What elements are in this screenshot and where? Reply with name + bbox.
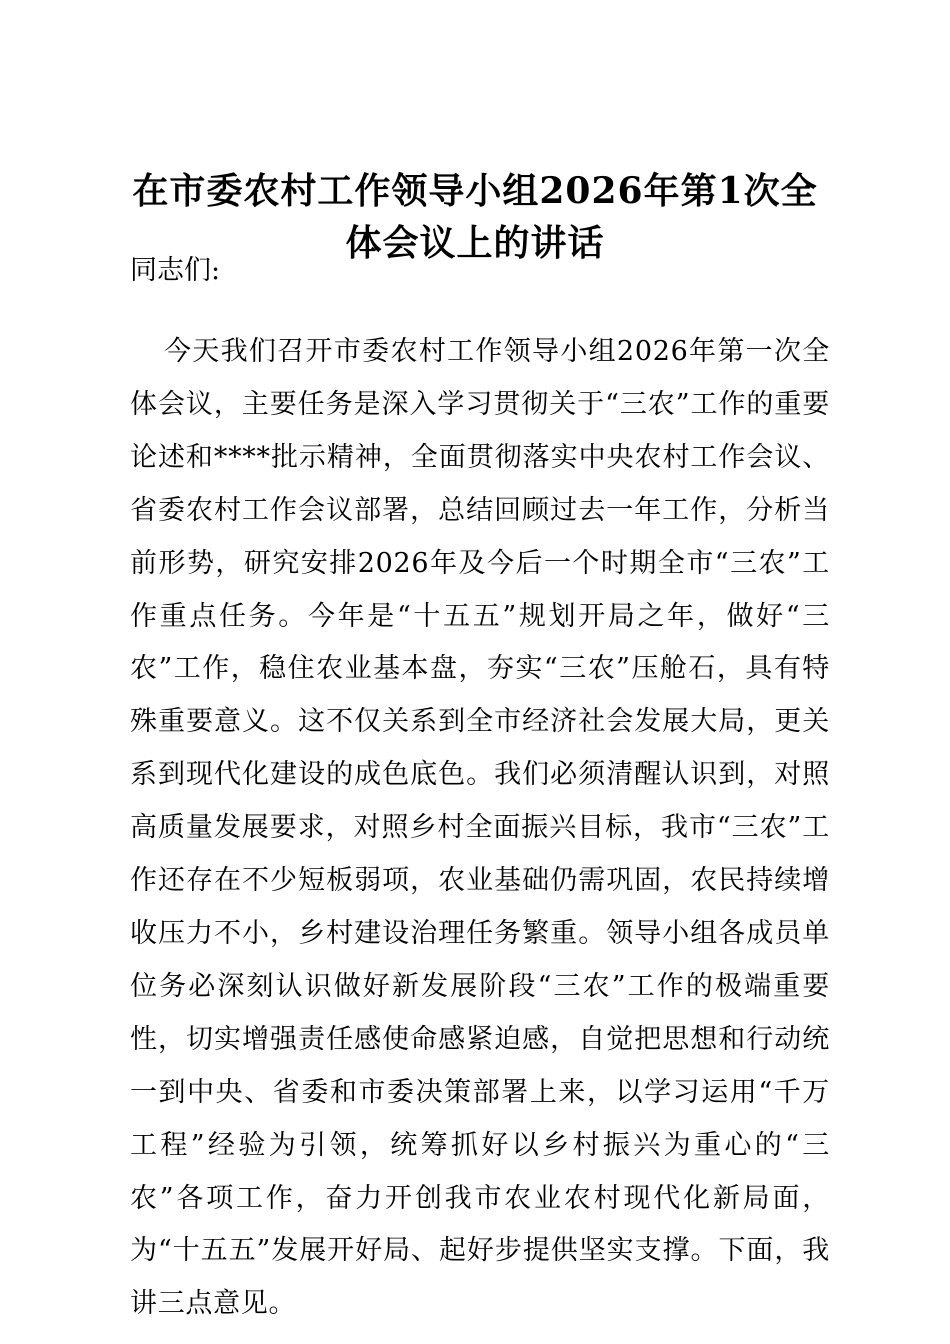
opening-paragraph: 今天我们召开市委农村工作领导小组2026年第一次全体会议，主要任务是深入学习贯彻关于“三农”工作的重要论述和****批示精神，全面贯彻落实中央农村工作会议、省委农村工作会议部署，总结回顾过去一年工作，分析当前形势，研究安排2026年及今后一个时期全市“三农”工作重点任务。今年是“十五五”规划开局之年，做好“三农”工作，稳住农业基本盘，夯实“三农”压舱石，具有特殊重要意义。这不仅关系到全市经济社会发展大局，更关系到现代化建设的成色底色。我们必须清醒认识到，对照高质量发展要求，对照乡村全面振兴目标，我市“三农”工作还存在不少短板弱项，农业基础仍需巩固，农民持续增收压力不小，乡村建设治理任务繁重。领导小组各成员单位务必深刻认识做好新发展阶段“三农”工作的极端重要性，切实增强责任感使命感紧迫感，自觉把思想和行动统一到中央、省委和市委决策部署上来，以学习运用“千万工程”经验为引领，统筹抓好以乡村振兴为重心的“三农”各项工作，奋力开创我市农业农村现代化新局面，为“十五五”发展开好局、起好步提供坚实支撑。下面，我讲三点意见。 bbox=[130, 336, 830, 1320]
speech-title: 在市委农村工作领导小组2026年第1次全体会议上的讲话 bbox=[132, 170, 818, 264]
salutation: 同志们: bbox=[130, 255, 221, 286]
